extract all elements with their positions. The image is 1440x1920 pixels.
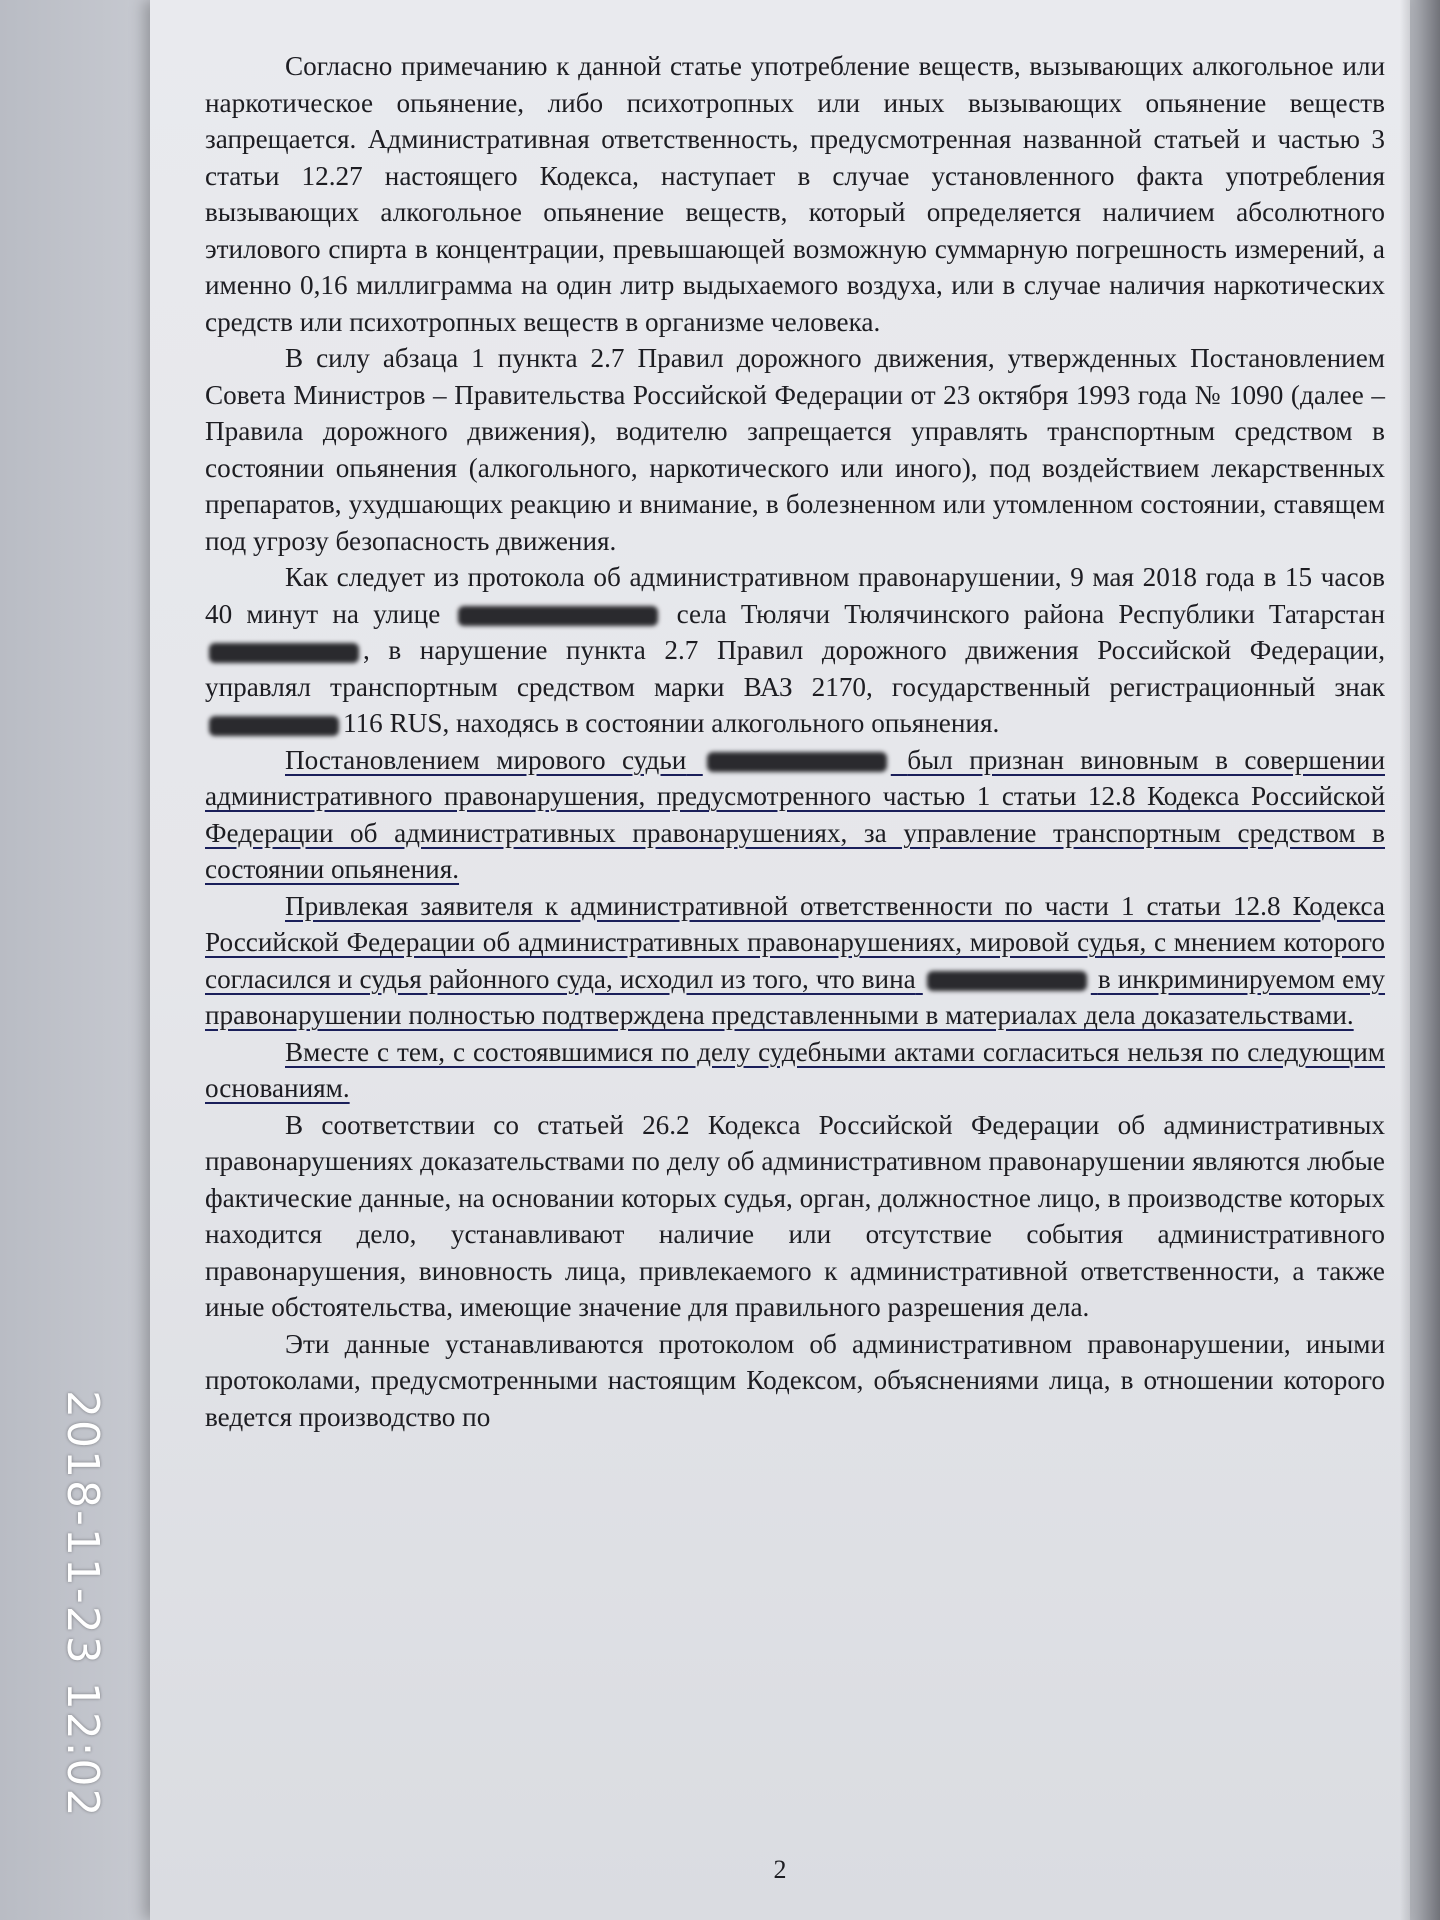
paragraph-6: Вместе с тем, с состоявшимися по делу судебными актами согласиться нельзя по следующим основаниям. xyxy=(205,1036,1385,1103)
paragraph-5-part-a: Привлекая заявителя к административной ответственности по части 1 статьи 12.8 Кодекса Российской Федерации об административных правонарушениях, мировой судья, с мнением которого согласился и судья районного суда, исходил из того, что вина xyxy=(205,890,1385,994)
document-body xyxy=(205,48,1385,1435)
paragraph-3-part-d: 116 RUS, находясь в состоянии алкогольного опьянения. xyxy=(343,708,1000,738)
paragraph-3-part-c: , в нарушение пункта 2.7 Правил дорожного движения Российской Федерации, управлял транспортным средством марки ВАЗ 2170, государственный регистрационный знак xyxy=(205,635,1385,702)
paragraph-8: Эти данные устанавливаются протоколом об административном правонарушении, иными протоколами, предусмотренными настоящим Кодексом, объяснениями лица, в отношении которого ведется производство по xyxy=(205,1328,1385,1432)
redacted-person-name xyxy=(707,752,887,772)
paragraph-3-part-b: села Тюлячи Тюлячинского района Республики Татарстан xyxy=(676,598,1385,629)
photo-timestamp: 2018-11-23 12:02 xyxy=(57,1390,108,1819)
paragraph-5-part-b: в инкриминируемом ему правонарушении полностью подтверждена представленными в материалах дела доказательствами. xyxy=(205,963,1386,1030)
paragraph-4 xyxy=(205,742,1385,888)
redacted-street-name xyxy=(458,606,658,626)
paragraph-4-part-a: Постановлением мирового судьи xyxy=(285,744,687,775)
redacted-plate-number xyxy=(209,716,339,736)
redacted-person-name xyxy=(209,643,359,663)
document-page xyxy=(150,0,1410,1920)
paragraph-2: В силу абзаца 1 пункта 2.7 Правил дорожного движения, утвержденных Постановлением Совета Министров – Правительства Российской Федерации от 23 октября 1993 года № 1090 (далее – Правила дорожного движения), водителю запрещается управлять транспортным средством в состоянии опьянения (алкогольного, наркотического или иного), под воздействием лекарственных препаратов, ухудшающих реакцию и внимание, в болезненном или утомленном состоянии, ставящем под угрозу безопасность движения. xyxy=(205,343,1385,556)
paragraph-5 xyxy=(205,888,1385,1034)
paragraph-3 xyxy=(205,559,1385,742)
redacted-person-name xyxy=(927,971,1087,991)
paragraph-7: В соответствии со статьей 26.2 Кодекса Российской Федерации об административных правонарушениях доказательствами по делу об административном правонарушении являются любые фактические данные, на основании которых судья, орган, должностное лицо, в производстве которых находится дело, устанавливают наличие или отсутствие события административного правонарушения, виновность лица, привлекаемого к административной ответственности, а также иные обстоятельства, имеющие значение для правильного разрешения дела. xyxy=(205,1109,1385,1322)
page-number: 2 xyxy=(773,1855,787,1884)
paragraph-3-part-a: Как следует из протокола об административном правонарушении, 9 мая 2018 года в 15 часов 40 минут на улице xyxy=(205,562,1385,629)
paragraph-1: Согласно примечанию к данной статье употребление веществ, вызывающих алкогольное или наркотическое опьянение, либо психотропных или иных вызывающих опьянение веществ запрещается. Административная ответственность, предусмотренная названной статьей и частью 3 статьи 12.27 настоящего Кодекса, наступает в случае установленного факта употребления вызывающих алкогольное опьянение веществ, который определяется наличием абсолютного этилового спирта в концентрации, превышающей возможную суммарную погрешность измерений, а именно 0,16 миллиграмма на один литр выдыхаемого воздуха, или в случае наличия наркотических средств или психотропных веществ в организме человека. xyxy=(205,51,1385,337)
paragraph-4-part-b: был признан виновным в совершении административного правонарушения, предусмотренного частью 1 статьи 12.8 Кодекса Российской Федерации об административных правонарушениях, за управление транспортным средством в состоянии опьянения. xyxy=(205,744,1385,884)
page-edge-shadow xyxy=(1400,0,1440,1920)
